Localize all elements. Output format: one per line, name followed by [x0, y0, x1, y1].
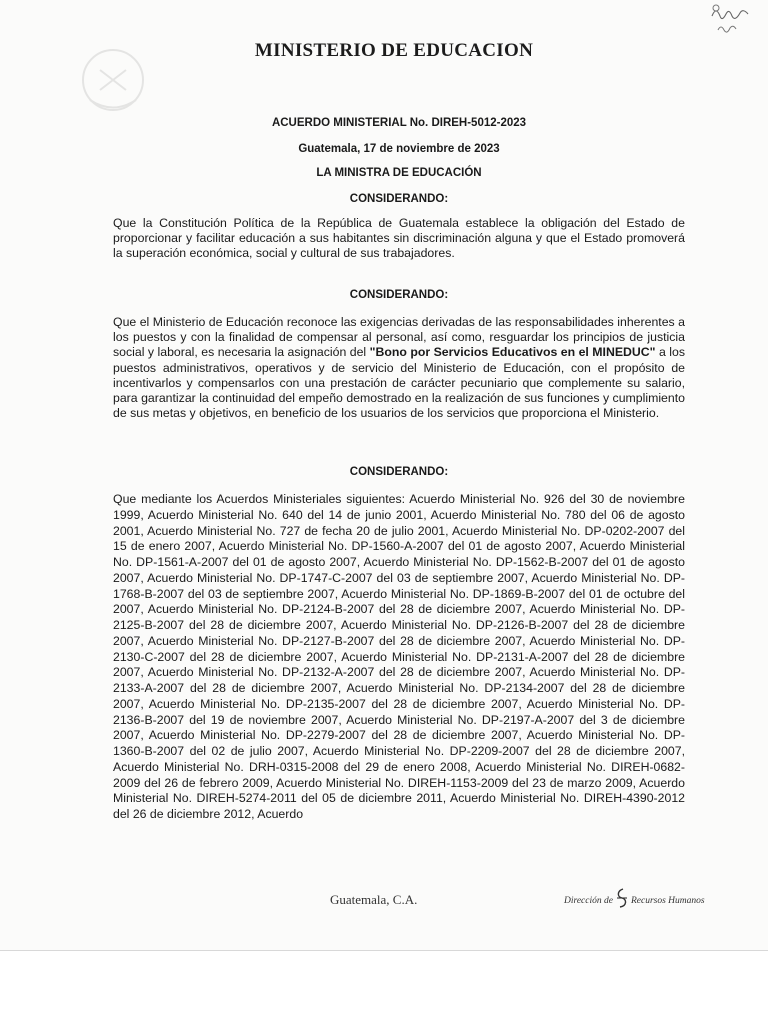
- footer-department-suffix: Recursos Humanos: [630, 896, 705, 906]
- section-heading: CONSIDERANDO:: [349, 193, 449, 205]
- section-text: [113, 315, 685, 421]
- section-text-part: Que el Ministerio de Educación reconoce las exigencias derivadas de las responsabilidades inherentes a los puestos y con la finalidad de compensar al personal, así como, resguardar los principios de justicia social y laboral, es necesaria la asignación del: [113, 315, 685, 360]
- handwritten-note: [706, 2, 758, 36]
- section-heading: CONSIDERANDO:: [349, 466, 449, 478]
- ministry-title: MINISTERIO DE EDUCACION: [254, 40, 534, 61]
- dg-monogram-icon: [614, 887, 630, 909]
- agreement-number: ACUERDO MINISTERIAL No. DIREH-5012-2023: [271, 117, 527, 129]
- authority-line: LA MINISTRA DE EDUCACIÓN: [316, 167, 482, 179]
- bonus-name: "Bono por Servicios Educativos en el MINEDUC": [369, 345, 656, 360]
- date-line: Guatemala, 17 de noviembre de 2023: [298, 143, 500, 155]
- footer-location: Guatemala, C.A.: [330, 892, 418, 907]
- section-text: Que mediante los Acuerdos Ministeriales siguientes: Acuerdo Ministerial No. 926 del 30 de noviembre 1999, Acuerdo Ministerial No. 640 del 14 de junio 2001, Acuerdo Ministerial No. 780 del 06 de agosto 2001, Acuerdo Ministerial No. 727 de fecha 20 de julio 2001, Acuerdo Ministerial No. DP-0202-2007 del 15 de enero 2007, Acuerdo Ministerial No. DP-1560-A-2007 del 01 de agosto 2007, Acuerdo Ministerial No. DP-1561-A-2007 del 01 de agosto 2007, Acuerdo Ministerial No. DP-1562-B-2007 del 01 de agosto 2007, Acuerdo Ministerial No. DP-1747-C-2007 del 03 de septiembre 2007, Acuerdo Ministerial No. DP-1768-B-2007 del 03 de septiembre 2007, Acuerdo Ministerial No. DP-1869-B-2007 del 01 de octubre del 2007, Acuerdo Ministerial No. DP-2124-B-2007 del 28 de diciembre 2007, Acuerdo Ministerial No. DP-2125-B-2007 del 28 de diciembre 2007, Acuerdo Ministerial No. DP-2126-B-2007 del 28 de diciembre 2007, Acuerdo Ministerial No. DP-2127-B-2007 del 28 de diciembre 2007, Acuerdo Ministerial No. DP-2130-C-2007 del 28 de diciembre 2007, Acuerdo Ministerial No. DP-2131-A-2007 del 28 de diciembre 2007, Acuerdo Ministerial No. DP-2132-A-2007 del 28 de diciembre 2007, Acuerdo Ministerial No. DP-2133-A-2007 del 28 de diciembre 2007, Acuerdo Ministerial No. DP-2134-2007 del 28 de diciembre 2007, Acuerdo Ministerial No. DP-2135-2007 del 28 de diciembre 2007, Acuerdo Ministerial No. DP-2136-B-2007 del 19 de noviembre 2007, Acuerdo Ministerial No. DP-2197-A-2007 del 3 de diciembre 2007, Acuerdo Ministerial No. DP-2279-2007 del 28 de diciembre 2007, Acuerdo Ministerial No. DP-1360-B-2007 del 02 de julio 2007, Acuerdo Ministerial No. DP-2209-2007 del 28 de diciembre 2007, Acuerdo Ministerial No. DRH-0315-2008 del 29 de enero 2008, Acuerdo Ministerial No. DIREH-0682-2009 del 26 de febrero 2009, Acuerdo Ministerial No. DIREH-1153-2009 del 23 de marzo 2009, Acuerdo Ministerial No. DIREH-5274-2011 del 05 de diciembre 2011, Acuerdo Ministerial No. DIREH-4390-2012 del 26 de diciembre 2012, Acuerdo: [113, 492, 685, 821]
- footer-department: [564, 893, 705, 909]
- section-heading: CONSIDERANDO:: [349, 289, 449, 301]
- footer-department-prefix: Dirección de: [564, 896, 613, 906]
- section-text-part: a los puestos administrativos, operativos y de servicio del Ministerio de Educación, con el propósito de incentivarlos y compensarlos con una prestación de carácter pecuniario que complemente su salario, para garantizar la continuidad del empeño demostrado en la realización de sus funciones y cumplimiento de sus metas y objetivos, en beneficio de los usuarios de los servicios que proporciona el Ministerio.: [113, 345, 685, 421]
- section-text: Que la Constitución Política de la República de Guatemala establece la obligación del Estado de proporcionar y facilitar educación a sus habitantes sin discriminación alguna y que el Estado promoverá la superación económica, social y cultural de sus trabajadores.: [113, 216, 685, 261]
